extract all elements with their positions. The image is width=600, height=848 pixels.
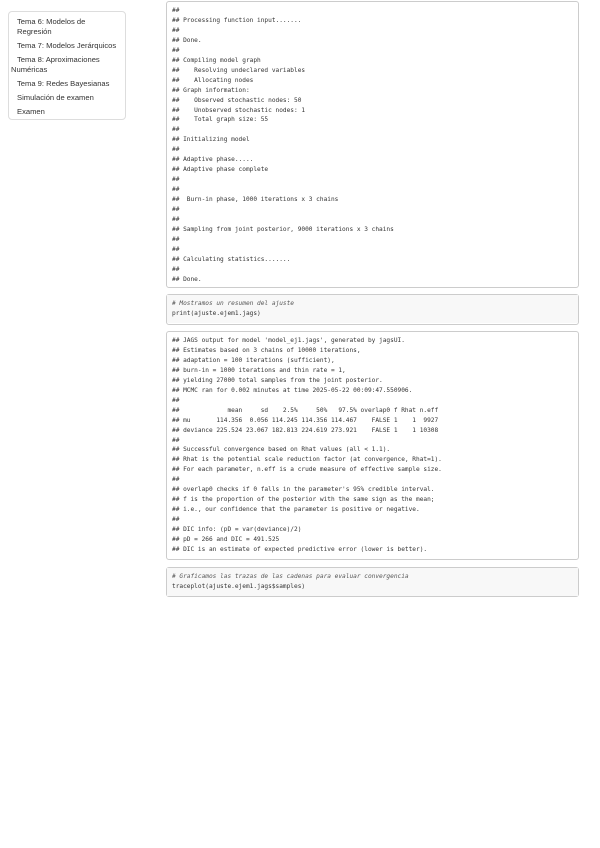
- code-text: [167, 568, 578, 596]
- code-block-traceplot: [166, 567, 579, 597]
- toc-item-tema-6[interactable]: Tema 6: Modelos de Regresión: [17, 17, 86, 36]
- output-text: ## JAGS output for model 'model_ej1.jags', generated by jagsUI. ## Estimates based on 3 chains of 10000 iterations, ## adaptation = 100 iterations (sufficient), ## burn-in = 1000 iterations and thin rate = 1, ## yielding 27000 total samples from the joint posterior. ## MCMC ran for 0.002 minutes at time 2025-05-22 00:09:47.550906. ## ## mean sd 2.5% 50% 97.5% overlap0 f Rhat n.eff ## mu 114.356 0.056 114.245 114.356 114.467 FALSE 1 1 9927 ## deviance 225.524 23.067 182.813 224.619 273.921 FALSE 1 1 10308 ## ## Successful convergence based on Rhat values (all < 1.1). ## Rhat is the potential scale reduction factor (at convergence, Rhat=1). ## For each parameter, n.eff is a crude measure of effective sample size. ## ## overlap0 checks if 0 falls in the parameter's 95% credible interval. ## f is the proportion of the posterior with the same sign as the mean; ## i.e., our confidence that the parameter is positive or negative. ## ## DIC info: (pD = var(deviance)/2) ## pD = 266 and DIC = 491.525 ## DIC is an estimate of expected predictive error (lower is better).: [172, 337, 442, 554]
- code-line: print(ajuste.ejem1.jags): [172, 309, 261, 317]
- toc-item-tema-8[interactable]: Tema 8: Aproximaciones Numéricas: [11, 55, 100, 74]
- code-comment: # Mostramos un resumen del ajuste: [172, 300, 295, 307]
- toc-item-tema-9[interactable]: Tema 9: Redes Bayesianas: [17, 79, 110, 88]
- output-block-jags-summary: [166, 331, 579, 560]
- table-of-contents: [8, 11, 126, 120]
- code-comment: # Graficamos las trazas de las cadenas para evaluar convergencia: [172, 573, 409, 580]
- toc-item-simulacion[interactable]: Simulación de examen: [17, 93, 94, 102]
- output-block-model-run: [166, 1, 579, 288]
- code-text: [167, 295, 578, 323]
- output-text: ## ## Processing function input....... ## ## Done. ## ## Compiling model graph ## Resolving undeclared variables ## Allocating nodes ## Graph information: ## Observed stochastic nodes: 50 ## Unobserved stochastic nodes: 1 ## Total graph size: 55 ## ## Initializing model ## ## Adaptive phase..... ## Adaptive phase complete ## ## ## Burn-in phase, 1000 iterations x 3 chains ## ## ## Sampling from joint posterior, 9000 iterations x 3 chains ## ## ## Calculating statistics....... ## ## Done.: [172, 7, 394, 283]
- code-line: traceplot(ajuste.ejem1.jags$samples): [172, 582, 306, 590]
- toc-item-examen[interactable]: Examen: [17, 107, 45, 116]
- code-block-print-summary: [166, 294, 579, 325]
- toc-item-tema-7[interactable]: Tema 7: Modelos Jerárquicos: [17, 41, 117, 50]
